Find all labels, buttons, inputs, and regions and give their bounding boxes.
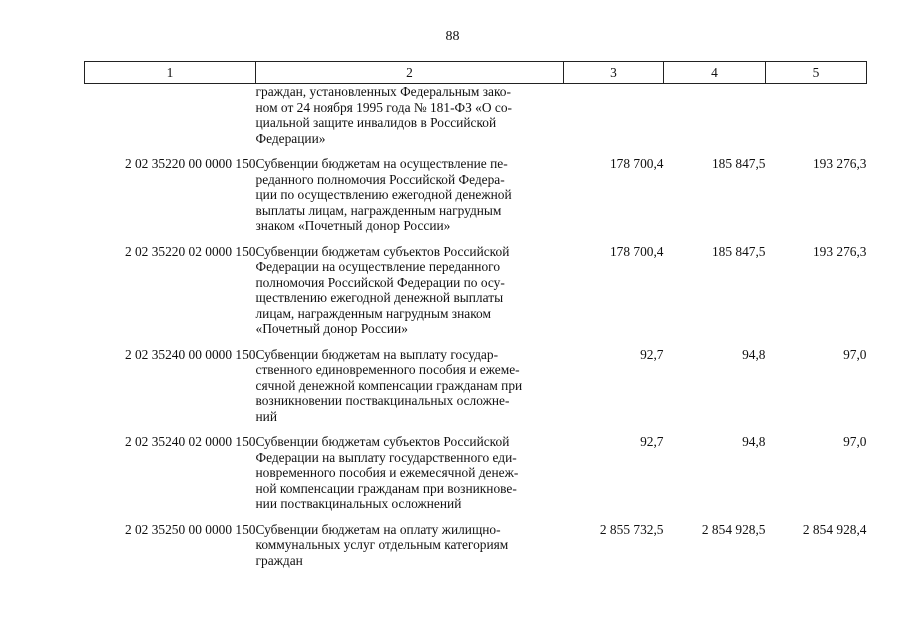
description-line: граждан, установленных Федеральным зако- bbox=[255, 84, 511, 99]
amount-year-3-cell: 193 276,3 bbox=[812, 243, 867, 259]
amount-year-3-cell: 193 276,3 bbox=[812, 156, 867, 171]
description-line: полномочия Российской Федерации по осу- bbox=[255, 274, 505, 290]
description-line: Субвенции бюджетам на осуществление пе- bbox=[255, 156, 508, 171]
description-line: «Почетный донор России» bbox=[255, 321, 408, 336]
table-header-row bbox=[85, 62, 867, 84]
description-line: нии поствакцинальных осложнений bbox=[255, 496, 462, 511]
description-line: сячной денежной компенсации гражданам при bbox=[255, 377, 523, 393]
amount-year-2-cell: 94,8 bbox=[742, 434, 766, 449]
table-row bbox=[85, 244, 867, 347]
description-line: Федерации на осуществление переданного bbox=[255, 259, 501, 274]
description-line: ном от 24 ноября 1995 года № 181-ФЗ «О со- bbox=[255, 99, 512, 115]
revenue-description-cell bbox=[256, 244, 564, 347]
revenue-description-cell bbox=[256, 434, 564, 522]
column-header-4: 4 bbox=[664, 62, 766, 84]
budget-code-cell: 2 02 35220 02 0000 150 bbox=[124, 243, 256, 259]
amount-year-3-cell: 2 854 928,4 bbox=[802, 521, 867, 537]
description-line: Федерации» bbox=[255, 130, 326, 146]
budget-code-cell: 2 02 35240 00 0000 150 bbox=[124, 346, 256, 362]
amount-year-3-cell: 97,0 bbox=[843, 346, 867, 362]
amount-year-1-cell: 178 700,4 bbox=[609, 156, 664, 171]
budget-code-cell: 2 02 35250 00 0000 150 bbox=[124, 521, 256, 537]
description-line: лицам, награжденным нагрудным знаком bbox=[255, 305, 491, 321]
amount-year-3-cell: 97,0 bbox=[843, 434, 867, 449]
table-row bbox=[85, 347, 867, 435]
description-line: знаком «Почетный донор России» bbox=[255, 218, 451, 233]
budget-code-cell: 2 02 35220 00 0000 150 bbox=[124, 156, 256, 171]
amount-year-2-cell bbox=[664, 84, 766, 157]
column-header-5: 5 bbox=[766, 62, 867, 84]
revenue-description-cell bbox=[256, 522, 564, 579]
table-row bbox=[85, 434, 867, 522]
amount-year-2-cell: 94,8 bbox=[742, 346, 766, 362]
description-line: ществлению ежегодной денежной выплаты bbox=[255, 290, 504, 305]
description-line: коммунальных услуг отдельным категориям bbox=[255, 537, 509, 552]
description-line: выплаты лицам, награжденным нагрудным bbox=[255, 202, 502, 218]
description-line: ной компенсации гражданам при возникнове- bbox=[255, 480, 517, 496]
column-header-2: 2 bbox=[256, 62, 564, 84]
description-line: Субвенции бюджетам на оплату жилищно- bbox=[255, 521, 501, 537]
amount-year-1-cell: 178 700,4 bbox=[609, 243, 664, 259]
budget-code-cell bbox=[85, 84, 256, 157]
description-line: реданного полномочия Российской Федера- bbox=[255, 171, 505, 187]
revenue-description-cell bbox=[256, 156, 564, 244]
table-body bbox=[85, 84, 867, 579]
description-line: граждан bbox=[255, 552, 303, 568]
column-header-3: 3 bbox=[564, 62, 664, 84]
description-line: ции по осуществлению ежегодной денежной bbox=[255, 187, 512, 202]
budget-code-cell: 2 02 35240 02 0000 150 bbox=[124, 434, 256, 449]
amount-year-2-cell: 2 854 928,5 bbox=[701, 521, 766, 537]
amount-year-3-cell bbox=[766, 84, 867, 157]
page-number: 88 bbox=[445, 29, 460, 44]
description-line: циальной защите инвалидов в Российской bbox=[255, 115, 497, 130]
description-line: Субвенции бюджетам субъектов Российской bbox=[255, 434, 510, 449]
description-line: Федерации на выплату государственного еди- bbox=[255, 449, 517, 465]
budget-revenue-table bbox=[84, 61, 867, 578]
amount-year-1-cell bbox=[564, 84, 664, 157]
amount-year-1-cell: 92,7 bbox=[640, 434, 664, 449]
amount-year-1-cell: 2 855 732,5 bbox=[599, 521, 664, 537]
amount-year-2-cell: 185 847,5 bbox=[711, 156, 766, 171]
revenue-description-cell bbox=[256, 347, 564, 435]
description-line: Субвенции бюджетам на выплату государ- bbox=[255, 346, 499, 362]
revenue-description-cell bbox=[256, 84, 564, 157]
description-line: возникновении поствакцинальных осложне- bbox=[255, 393, 510, 408]
table-row bbox=[85, 156, 867, 244]
description-line: новременного пособия и ежемесячной денеж- bbox=[255, 465, 519, 480]
table-row bbox=[85, 522, 867, 579]
column-header-1: 1 bbox=[85, 62, 256, 84]
description-line: Субвенции бюджетам субъектов Российской bbox=[255, 243, 510, 259]
description-line: ственного единовременного пособия и ежеме- bbox=[255, 362, 520, 377]
description-line: ний bbox=[255, 408, 277, 424]
table-row bbox=[85, 84, 867, 157]
amount-year-2-cell: 185 847,5 bbox=[711, 243, 766, 259]
amount-year-1-cell: 92,7 bbox=[640, 346, 664, 362]
